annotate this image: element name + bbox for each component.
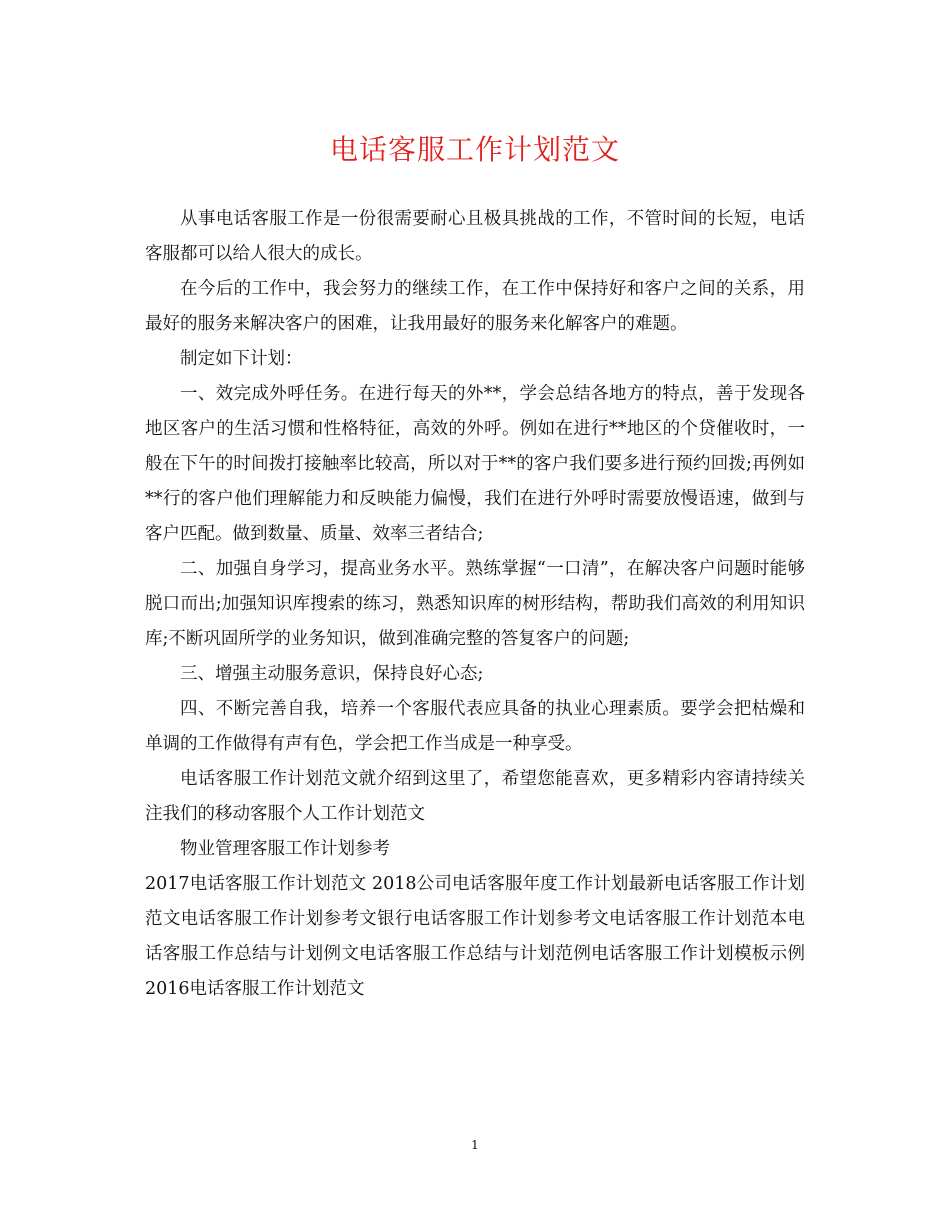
paragraph-plan-item-3: 三、增强主动服务意识，保持良好心态; [180,664,484,684]
paragraph-plan-heading: 制定如下计划： [180,349,303,369]
paragraph-intro: 从事电话客服工作是一份很需要耐心且极具挑战的工作，不管时间的长短，电话客服都可以给人很大的成长。 [145,209,805,264]
page-number: 1 [471,1138,479,1152]
document-title: 电话客服工作计划范文 [329,133,620,166]
paragraph-closing: 电话客服工作计划范文就介绍到这里了，希望您能喜欢，更多精彩内容请持续关注我们的移动客服个人工作计划范文 [145,769,805,824]
paragraph-related-links: 2017电话客服工作计划范文 2018公司电话客服年度工作计划最新电话客服工作计划范文电话客服工作计划参考文银行电话客服工作计划参考文电话客服工作计划范本电话客服工作总结与计划例文电话客服工作总结与计划范例电话客服工作计划模板示例 2016电话客服工作计划范文 [145,874,805,999]
document-body [145,202,805,1007]
paragraph-commitment: 在今后的工作中，我会努力的继续工作，在工作中保持好和客户之间的关系，用最好的服务来解决客户的困难，让我用最好的服务来化解客户的难题。 [145,279,805,334]
paragraph-plan-item-2: 二、加强自身学习，提高业务水平。熟练掌握“一口清”，在解决客户问题时能够脱口而出;加强知识库搜索的练习，熟悉知识库的树形结构，帮助我们高效的利用知识库;不断巩固所学的业务知识，做到准确完整的答复客户的问题; [145,559,805,649]
paragraph-plan-item-4: 四、不断完善自我，培养一个客服代表应具备的执业心理素质。要学会把枯燥和单调的工作做得有声有色，学会把工作当成是一种享受。 [145,699,805,754]
paragraph-related-title: 物业管理客服工作计划参考 [180,839,390,859]
paragraph-plan-item-1: 一、效完成外呼任务。在进行每天的外**，学会总结各地方的特点，善于发现各地区客户的生活习惯和性格特征，高效的外呼。例如在进行**地区的个贷催收时，一般在下午的时间拨打接触率比较高，所以对于**的客户我们要多进行预约回拨;再例如**行的客户他们理解能力和反映能力偏慢，我们在进行外呼时需要放慢语速，做到与客户匹配。做到数量、质量、效率三者结合; [145,384,805,544]
